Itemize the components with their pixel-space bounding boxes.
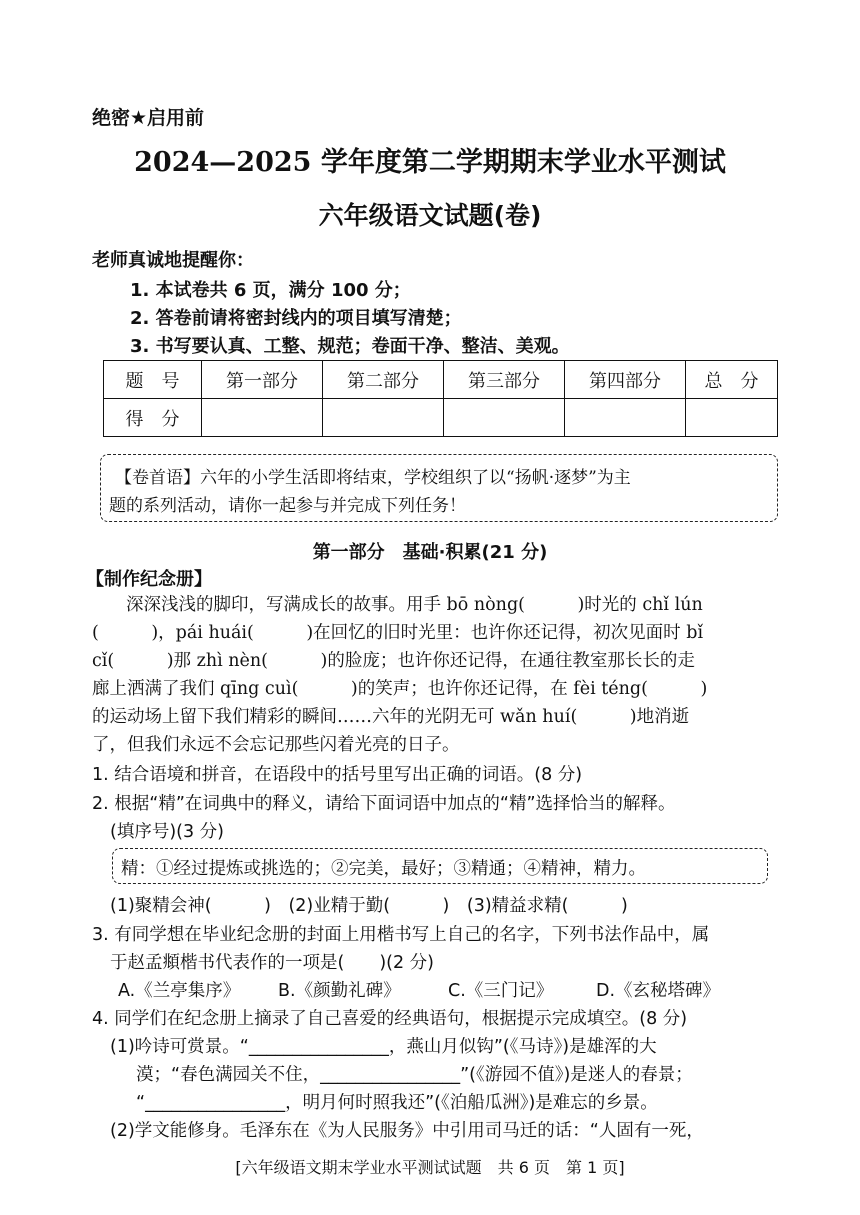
score-table-header-row [104, 361, 778, 399]
section-subheading: 【制作纪念册】 [86, 569, 212, 590]
question-1: 1. 结合语境和拼音，在语段中的括号里写出正确的词语。(8 分) [92, 765, 583, 785]
passage-line: 的运动场上留下我们精彩的瞬间……六年的光阴无可 wǎn huí( )地消逝 [92, 707, 690, 727]
question-4: 4. 同学们在纪念册上摘录了自己喜爱的经典语句，根据提示完成填空。(8 分) [92, 1009, 688, 1029]
intro-line: 【卷首语】六年的小学生活即将结束，学校组织了以“扬帆·逐梦”为主 [115, 468, 631, 488]
intro-box [100, 454, 778, 522]
passage-line: cǐ( )那 zhì nèn( )的脸庞；也许你还记得，在通往教室那长长的走 [92, 651, 695, 671]
score-table-cell: 题 号 [104, 361, 202, 399]
reminder-item: 1. 本试卷共 6 页，满分 100 分； [130, 280, 411, 301]
section-heading: 第一部分 基础·积累(21 分) [312, 542, 548, 563]
score-table-cell: 得 分 [104, 399, 202, 437]
passage-line: 了，但我们永远不会忘记那些闪着光亮的日子。 [92, 735, 460, 755]
score-entry-cell[interactable] [686, 399, 778, 437]
score-table-cell: 第一部分 [202, 361, 323, 399]
option-d: D.《玄秘塔碑》 [596, 981, 721, 1001]
question-3: 3. 有同学想在毕业纪念册的封面上用楷书写上自己的名字，下列书法作品中，属 [92, 925, 710, 945]
passage-line: 深深浅浅的脚印，写满成长的故事。用手 bō nòng( )时光的 chǐ lún [126, 595, 703, 615]
question-4-1-cont: 漠；“春色满园关不住，________________”(《游园不值》)是迷人的春景； [136, 1065, 693, 1085]
exam-title: 2024—2025 学年度第二学期期末学业水平测试 [134, 147, 726, 178]
passage-line: 廊上洒满了我们 qīng cuì( )的笑声；也许你还记得，在 fèi téng( ) [92, 679, 708, 699]
score-table-cell: 第三部分 [444, 361, 565, 399]
option-b: B.《颜勤礼碑》 [278, 981, 401, 1001]
passage-line: ( )，pái huái( )在回忆的旧时光里：也许你还记得，初次见面时 bǐ [92, 623, 704, 643]
question-4-2: (2)学文能修身。毛泽东在《为人民服务》中引用司马迁的话：“人固有一死， [110, 1121, 704, 1141]
option-c: C.《三门记》 [448, 981, 554, 1001]
exam-subtitle: 六年级语文试题(卷) [318, 201, 542, 230]
score-table-cell: 第二部分 [323, 361, 444, 399]
page-footer: [六年级语文期末学业水平测试试题 共 6 页 第 1 页] [235, 1158, 625, 1177]
option-a: A.《兰亭集序》 [118, 981, 241, 1001]
intro-line: 题的系列活动，请你一起参与并完成下列任务！ [109, 496, 466, 516]
score-table-cell: 第四部分 [565, 361, 686, 399]
reminder-heading: 老师真诚地提醒你： [92, 250, 254, 271]
score-table-cell: 总 分 [686, 361, 778, 399]
score-entry-cell[interactable] [565, 399, 686, 437]
question-4-1: (1)吟诗可赏景。“________________，燕山月似钩”(《马诗》)是雄浑的大 [110, 1037, 657, 1057]
reminder-item: 3. 书写要认真、工整、规范；卷面干净、整洁、美观。 [130, 336, 570, 357]
reminder-item: 2. 答卷前请将密封线内的项目填写清楚； [130, 308, 462, 329]
question-2: 2. 根据“精”在词典中的释义，请给下面词语中加点的“精”选择恰当的解释。 [92, 794, 676, 814]
definition-text: 精：①经过提炼或挑选的；②完美，最好；③精通；④精神，精力。 [121, 859, 646, 879]
score-table [103, 360, 778, 437]
secret-label: 绝密★启用前 [92, 107, 205, 129]
score-table-score-row [104, 399, 778, 437]
question-3-cont: 于赵孟頫楷书代表作的一项是( )(2 分) [110, 953, 435, 973]
question-4-1-cont: “________________，明月何时照我还”(《泊船瓜洲》)是难忘的乡景。 [136, 1093, 658, 1113]
question-2-items: (1)聚精会神( ) (2)业精于勤( ) (3)精益求精( ) [110, 896, 628, 916]
score-entry-cell[interactable] [444, 399, 565, 437]
question-2-cont: (填序号)(3 分) [110, 822, 225, 842]
definition-box [112, 848, 768, 884]
score-entry-cell[interactable] [323, 399, 444, 437]
score-entry-cell[interactable] [202, 399, 323, 437]
